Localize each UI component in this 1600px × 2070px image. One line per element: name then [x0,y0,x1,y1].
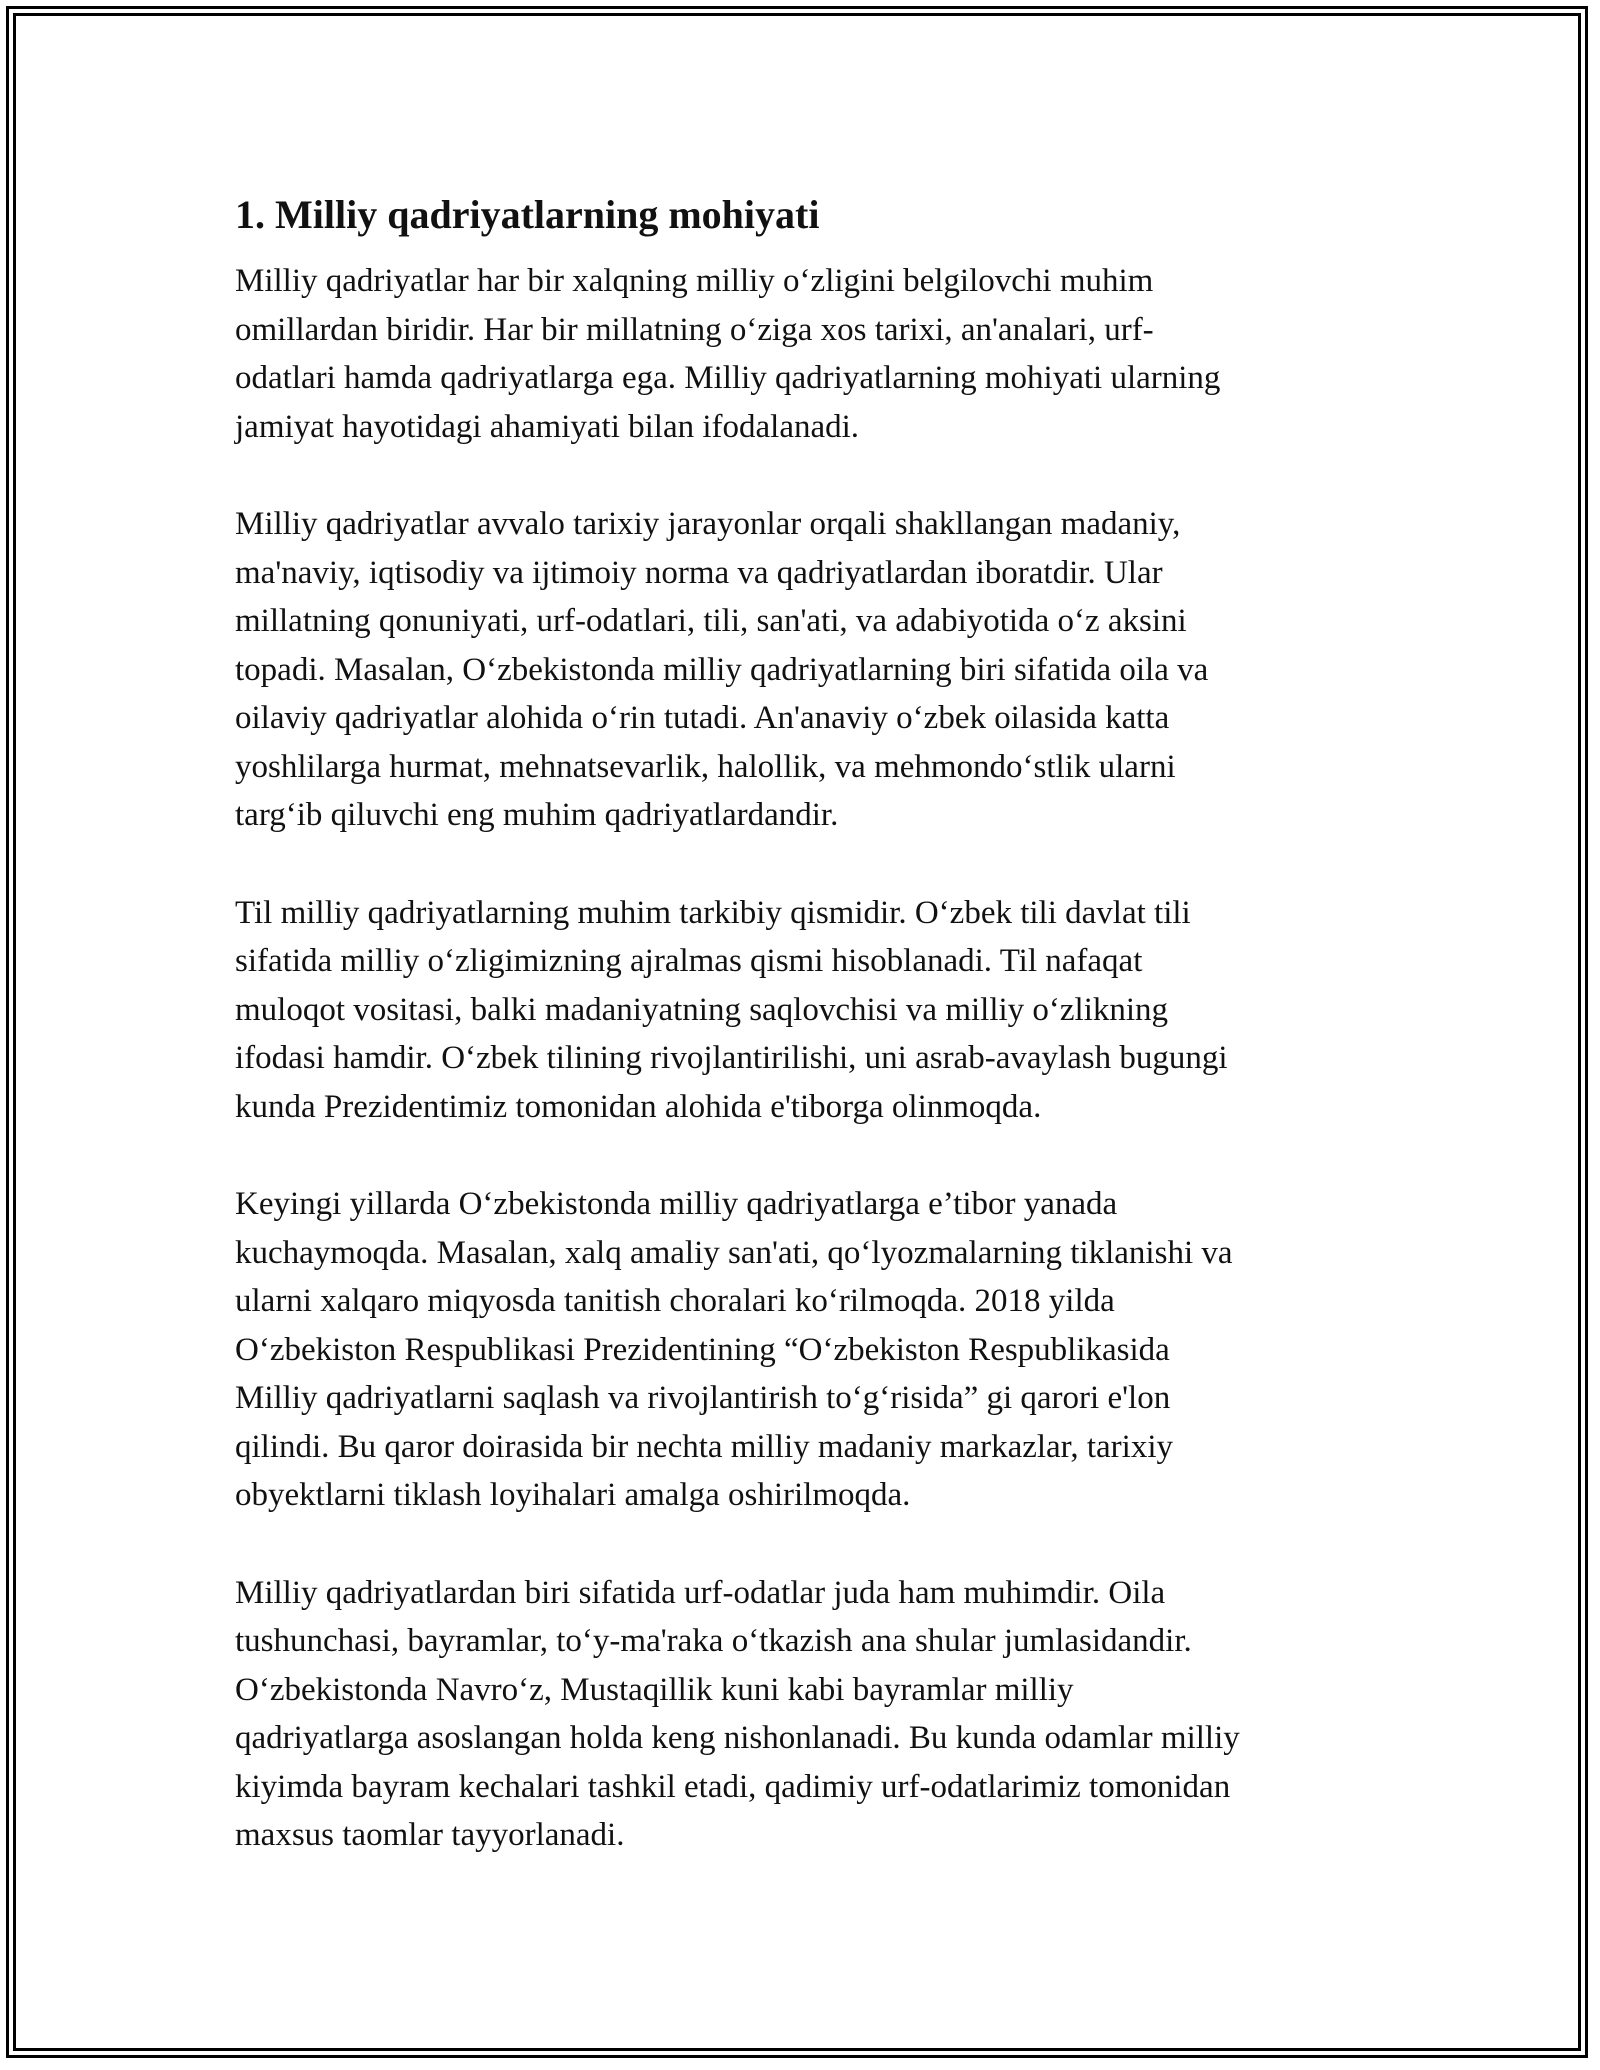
paragraph-line: kunda Prezidentimiz tomonidan alohida e'tiborga olinmoqda. [235,1088,1042,1125]
paragraph-line: Til milliy qadriyatlarning muhim tarkibiy qismidir. O‘zbek tili davlat tili [235,894,1191,931]
paragraph-line: Milliy qadriyatlar har bir xalqning milliy o‘zligini belgilovchi muhim [235,263,1154,299]
paragraph-line: obyektlarni tiklash loyihalari amalga oshirilmoqda. [235,1477,911,1513]
paragraph-line: kuchaymoqda. Masalan, xalq amaliy san'ati, qo‘lyozmalarning tiklanishi va [235,1234,1233,1271]
paragraph-line: ma'naviy, iqtisodiy va ijtimoiy norma va qadriyatlardan iboratdir. Ular [235,554,1163,591]
paragraph-line: odatlari hamda qadriyatlarga ega. Milliy qadriyatlarning mohiyati ularning [235,360,1221,396]
paragraph-line: ularni xalqaro miqyosda tanitish choralari ko‘rilmoqda. 2018 yilda [235,1283,1115,1319]
paragraph-line: sifatida milliy o‘zligimizning ajralmas qismi hisoblanadi. Til nafaqat [235,943,1143,979]
paragraph-line: ifodasi hamdir. O‘zbek tilining rivojlantirilishi, uni asrab-avaylash bugungi [235,1040,1228,1076]
paragraph-line: maxsus taomlar tayyorlanadi. [235,1817,625,1853]
document-body [235,185,1365,1909]
paragraph-line: Milliy qadriyatlardan biri sifatida urf-odatlar juda ham muhimdir. Oila [235,1574,1166,1611]
paragraph-line: O‘zbekiston Respublikasi Prezidentining “O‘zbekiston Respublikasida [235,1331,1170,1368]
paragraph-line: muloqot vositasi, balki madaniyatning saqlovchisi va milliy o‘zlikning [235,991,1169,1028]
paragraph-line: O‘zbekistonda Navro‘z, Mustaqillik kuni kabi bayramlar milliy [235,1671,1074,1708]
paragraph-line: topadi. Masalan, O‘zbekistonda milliy qadriyatlarning biri sifatida oila va [235,651,1209,688]
paragraph [235,500,1365,840]
section-heading: 1. Milliy qadriyatlarning mohiyati [235,192,820,237]
paragraph-line: Milliy qadriyatlarni saqlash va rivojlantirish to‘g‘risida” gi qarori e'lon [235,1380,1171,1416]
paragraph-list [235,257,1365,1860]
paragraph-line: jamiyat hayotidagi ahamiyati bilan ifodalanadi. [235,408,860,445]
paragraph [235,257,1365,451]
paragraph-line: millatning qonuniyati, urf-odatlari, tili, san'ati, va adabiyotida o‘z aksini [235,603,1187,639]
paragraph-line: oilaviy qadriyatlar alohida o‘rin tutadi. An'anaviy o‘zbek oilasida katta [235,700,1170,736]
paragraph-line: omillardan biridir. Har bir millatning o‘ziga xos tarixi, an'analari, urf- [235,311,1154,348]
paragraph [235,1180,1365,1520]
paragraph [235,889,1365,1132]
paragraph-line: tushunchasi, bayramlar, to‘y-ma'raka o‘tkazish ana shular jumlasidandir. [235,1623,1192,1659]
paragraph-line: Milliy qadriyatlar avvalo tarixiy jarayonlar orqali shakllangan madaniy, [235,506,1181,542]
paragraph-line: Keyingi yillarda O‘zbekistonda milliy qadriyatlarga e’tibor yanada [235,1186,1118,1222]
paragraph-line: qilindi. Bu qaror doirasida bir nechta milliy madaniy markazlar, tarixiy [235,1428,1173,1465]
paragraph-line: kiyimda bayram kechalari tashkil etadi, qadimiy urf-odatlarimiz tomonidan [235,1768,1231,1805]
paragraph-line: yoshlilarga hurmat, mehnatsevarlik, halollik, va mehmondo‘stlik ularni [235,748,1176,785]
paragraph-line: qadriyatlarga asoslangan holda keng nishonlanadi. Bu kunda odamlar milliy [235,1720,1240,1756]
paragraph [235,1569,1365,1860]
paragraph-line: targ‘ib qiluvchi eng muhim qadriyatlardandir. [235,797,839,833]
